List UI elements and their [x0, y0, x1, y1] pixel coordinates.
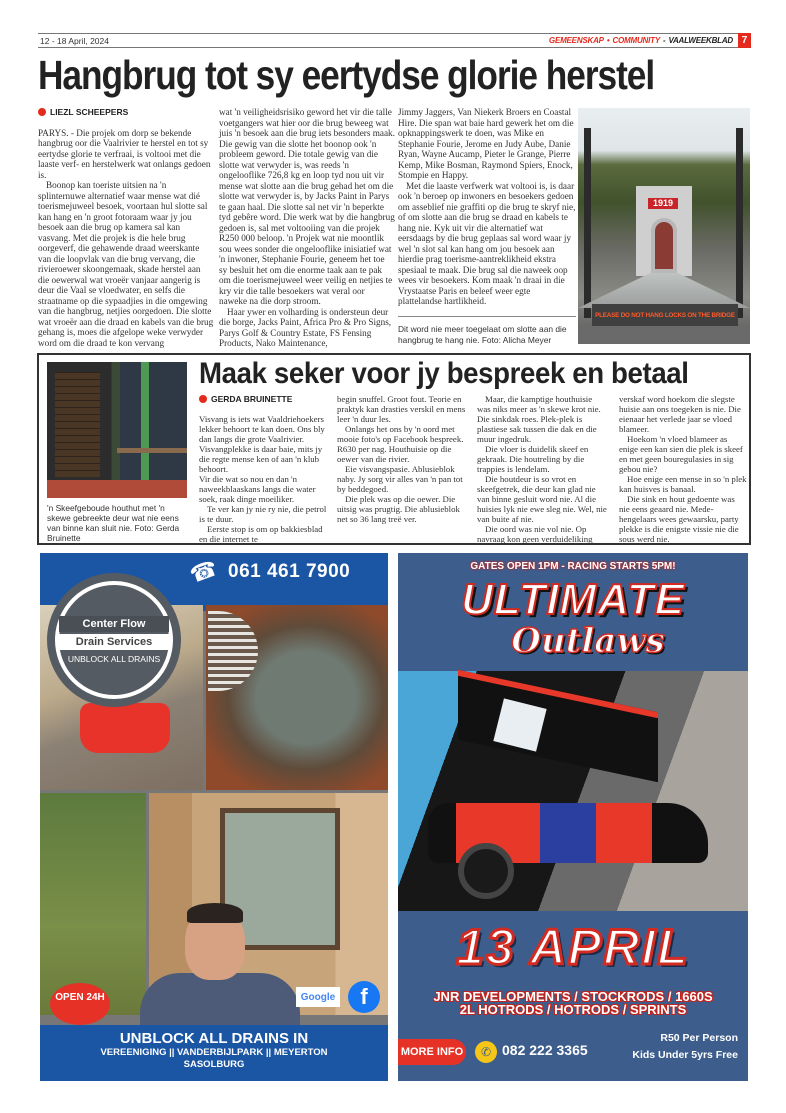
paragraph: Visvang is iets wat Vaaldriehoekers lekker behoort te kan doen. Ons bly dan langs die grote Vaalrivier. Visvangplekke is daar baie, mits jy die regte mense ken of aan 'n klub behoort.: [199, 414, 325, 474]
article-column-1: [199, 394, 327, 544]
car-wheel: [458, 843, 514, 899]
price-kids: Kids Under 5yrs Free: [632, 1049, 738, 1061]
center-flow-logo: [55, 581, 173, 699]
byline-author: GERDA BRUINETTE: [211, 394, 293, 404]
section-gemeenskap: GEMEENSKAP: [548, 36, 604, 45]
paragraph: Die sink en hout gedoente was nie eens geaard nie. Mede-hengelaars wees gewaarsku, party plekke is die enigste vissie nie die sous werd nie.: [619, 494, 739, 544]
bridge-post: [736, 128, 743, 318]
logo-line-1: Center Flow: [59, 616, 169, 632]
hut-trim: [141, 362, 149, 498]
paragraph: Eie visvangspasie. Ablusieblok naby. Jy sorg vir alles van 'n pan tot by beddegoed.: [337, 464, 463, 494]
byline: [199, 394, 327, 404]
article-column-3: [477, 394, 607, 544]
paragraph: Boonop kan toeriste uitsien na 'n splinternuwe alternatief waar mense wat dié toerismejuweel besoek, voortaan hul slotte sal kan hang en 'n groot fotoraam waar jy jou besoek aan die brug op kamera sal kan vasvang. Met die projek is die hele brug oorgeverf, die gehawende draad weerskante van die loopvlak van die brug vervang, die rivieroewer skoongemaak, skade herstel aan die oewerwal wat vroeër vanjaar aangerig is deur die Vaal se vloedwater, en selfs die straatname op die sypaadjies in die omgewing van die hangbrug, netjies oorgedoen. Die slotte wat vroeër aan die draad en kabels van die brug gehang is, moes die afgelope weke verwyder word om die draad te kon vervang: [38, 180, 214, 348]
byline-dot-icon: [199, 395, 207, 403]
article-column-4: [619, 394, 747, 544]
article-headline: Maak seker voor jy bespreek en betaal: [199, 357, 689, 390]
hut-ground: [47, 480, 187, 498]
paragraph: verskaf word hoekom die slegste huisie aan ons toegeken is nie. Die eienaar het verlede jaar se vloed blameer.: [619, 394, 741, 434]
race-classes-line-1: JNR DEVELOPMENTS / STOCKRODS / 1660S: [433, 989, 713, 1004]
bridge-post: [584, 128, 591, 318]
ad-service-areas-2: SASOLBURG: [183, 1059, 245, 1070]
paragraph: Haar ywer en volharding is ondersteun deur die borge, Jacks Paint, Africa Pro & Pro Signs, Parys Golf & Country Estate, FS Fensing Products, Nako Maintenance,: [219, 306, 392, 348]
paragraph: Vir die wat so nou en dan 'n naweekblaaskans langs die water soek, raak dinge moeiliker.: [199, 474, 316, 504]
phone-icon: ☎: [186, 555, 221, 588]
paragraph: Te ver kan jy nie ry nie, die petrol is te duur.: [199, 504, 327, 524]
article-column-2: [337, 394, 467, 524]
paragraph: begin snuffel. Groot fout. Teorie en praktyk kan drasties verskil en mens leer 'n duur les.: [337, 394, 466, 424]
masthead: [38, 33, 751, 48]
paragraph: Die vloer is duidelik skeef en gekraak. Die houtreling by die trappies is lendelam.: [477, 444, 589, 474]
byline-author: LIEZL SCHEEPERS: [50, 107, 129, 117]
paragraph: Jimmy Jaggers, Van Niekerk Broers en Coastal Hire. Die span wat baie hard gewerk het om die opknappingswerk te doen, was Mike en Stephanie Fourie, Jerome en Judy Aube, Danie Ryan, Wayne Aucamp, Pieter le Grange, Pierre Kemp, Mike Bosman, Raymond Spiers, Enock, Stompie en Happy.: [398, 107, 574, 180]
bridge-deck: [578, 273, 750, 308]
page-number: 7: [738, 33, 751, 48]
drain-services-ad: [40, 553, 388, 1081]
photo-caption: Dit word nie meer toegelaat om slotte aan die hangbrug te hang nie. Foto: Alicha Meyer: [398, 316, 576, 345]
ad-bottom-title: UNBLOCK ALL DRAINS IN: [119, 1030, 309, 1047]
logo-line-2: Drain Services: [59, 634, 169, 650]
ad-title-outlaws: Outlaws: [511, 621, 665, 661]
issue-date: 12 - 18 April, 2024: [40, 35, 109, 46]
boxed-article: [37, 353, 751, 545]
bridge-arch: [651, 218, 677, 273]
drain-machine: [80, 703, 170, 753]
roots-photo: [40, 793, 146, 1015]
logo-line-3: UNBLOCK ALL DRAINS: [67, 653, 161, 664]
photo-caption: 'n Skeefgeboude houthut met 'n skewe gebreekte deur wat nie eens van binne kan sluit nie. Foto: Gerda Bruinette: [47, 503, 180, 543]
byline-dot-icon: [38, 108, 46, 116]
article-column-2: [219, 107, 395, 349]
article-column-3: [398, 107, 576, 307]
paragraph: Maar, die kamptige houthuisie was niks meer as 'n skewe krot nie. Die sinkdak roes. Plek-plek is plastiese sak tussen die dak en die muur ingedruk.: [477, 394, 601, 444]
hut-rail: [117, 448, 187, 453]
bridge-base: [578, 326, 750, 344]
paragraph: Met die laaste verfwerk wat voltooi is, is daar ook 'n beroep op inwoners en besoekers gedoen om asseblief nie graffiti op die brug te skryf nie, of om slotte aan die brug se draad en kabels te hang nie. Kyk uit vir die alternatief wat eersdaags by die brug geplaas sal word waar jy wel 'n slot sal kan hang om jou besoek aan hierdie prag toerisme-aantreklikheid ekstra spesiaal te maak. Die brug sal die naweek oop wees vir besoekers. Kom maak 'n draai in die Vrystaatse Paris en beleef weer egte plattelandse hartlikheid.: [398, 180, 576, 306]
person-body: [140, 973, 300, 1033]
person-hair: [187, 903, 243, 923]
article-column-1: [38, 107, 214, 348]
bridge-photo: [578, 108, 750, 344]
gates-open-text: GATES OPEN 1PM - RACING STARTS 5PM!: [470, 561, 676, 572]
ad-bottom-band: [40, 1025, 388, 1081]
paragraph: Die plek was op die oewer. Die uitsig was prugtig. Die ablusieblok net so 36 lang treë ver.: [337, 494, 460, 524]
article-headline: Hangbrug tot sy eertydse glorie herstel: [38, 52, 655, 98]
google-icon: Google: [296, 987, 340, 1007]
ad-title-ultimate: ULTIMATE: [461, 575, 685, 624]
price-per-person: R50 Per Person: [660, 1032, 738, 1044]
ad-phone-number: 061 461 7900: [228, 561, 351, 582]
racing-ad: [398, 553, 748, 1081]
whatsapp-icon: ✆: [475, 1041, 497, 1063]
paragraph: Die oord was nie vol nie. Op navraag kon geen verduideliking: [477, 524, 593, 544]
section-community: COMMUNITY: [612, 36, 660, 45]
paragraph: Eerste stop is om op bakkiesblad en die internet te: [199, 524, 323, 544]
paragraph: PARYS. - Die projek om dorp se bekende hangbrug oor die Vaalrivier te herstel en tot sy eertydse glorie te verfraai, is voltooi met die laaste verf- en herstelwerk wat onlangs gedoen is.: [38, 127, 211, 180]
open-24h-badge: OPEN 24H: [50, 983, 110, 1025]
facebook-icon: f: [348, 981, 380, 1013]
more-info-badge: MORE INFO: [398, 1039, 466, 1065]
separator: •: [606, 36, 610, 45]
race-classes-line-2: 2L HOTRODS / HOTRODS / SPRINTS: [459, 1002, 687, 1017]
paragraph: Hoekom 'n vloed blameer as enige een kan sien die plek is skeef en met geen bouregulasies in sig gebou nie?: [619, 434, 743, 474]
section-label: [549, 34, 751, 47]
ad-service-areas: VEREENIGING || VANDERBIJLPARK || MEYERTON: [100, 1047, 328, 1058]
year-sign: 1919: [648, 198, 678, 209]
byline: [38, 107, 214, 118]
ticket-price: [632, 1030, 738, 1064]
hut-door: [55, 372, 100, 477]
paragraph: Onlangs het ons by 'n oord met mooie foto's op Facebook bespreek. R630 per nag. Houthuisie op die oewer van die rivier.: [337, 424, 464, 464]
paragraph: Hoe enige een mense in so 'n plek kan huisves is banaal.: [619, 474, 747, 494]
hut-photo: [47, 362, 187, 498]
paragraph: wat 'n veiligheidsrisiko geword het vir die talle voetgangers wat hier oor die brug beweeg wat juis 'n besoek aan die brug iets besonders maak. Die gewig van die slotte het boonop ook 'n probleem geword. Die totale gewig van die slotte wat verwyder is, was reeds 'n ongelooflike 726,8 kg en loop tyd nou uit vir mense wat slotte aan die brug gehad het om die slotte wat verwyder is, by Jacks Paint in Parys te gaan haal. Die slotte sal net vir 'n beperkte tyd gebêre word. Die werk wat by die hangbrug gedoen is, sal met voltooiing van die projek R250 000 beloop. 'n Projek wat nie moontlik sou wees sonder die ongelooflike inisiatief wat 'n inwoner, Stephanie Fourie, geneem het toe sy besluit het om die enorme taak aan te pak om die toerismejuweel weer veilig en netjies te kry vir die talle besoekers wat veral oor naweke na die dorp stroom.: [219, 107, 395, 306]
paragraph: Die houtdeur is so vrot en skeefgetrek, die deur kan glad nie van binne gesluit word nie. Al die huisies lyk nie ewe sleg nie. Wel, nie van buite af nie.: [477, 474, 607, 524]
bridge-plaque: PLEASE DO NOT HANG LOCKS ON THE BRIDGE: [592, 304, 738, 326]
separator-dash: -: [662, 36, 666, 45]
race-phone-number: 082 222 3365: [502, 1042, 588, 1058]
publication-name: VAALWEEKBLAD: [668, 36, 733, 45]
event-date: 13 APRIL: [456, 919, 690, 975]
race-classes: [398, 990, 748, 1016]
